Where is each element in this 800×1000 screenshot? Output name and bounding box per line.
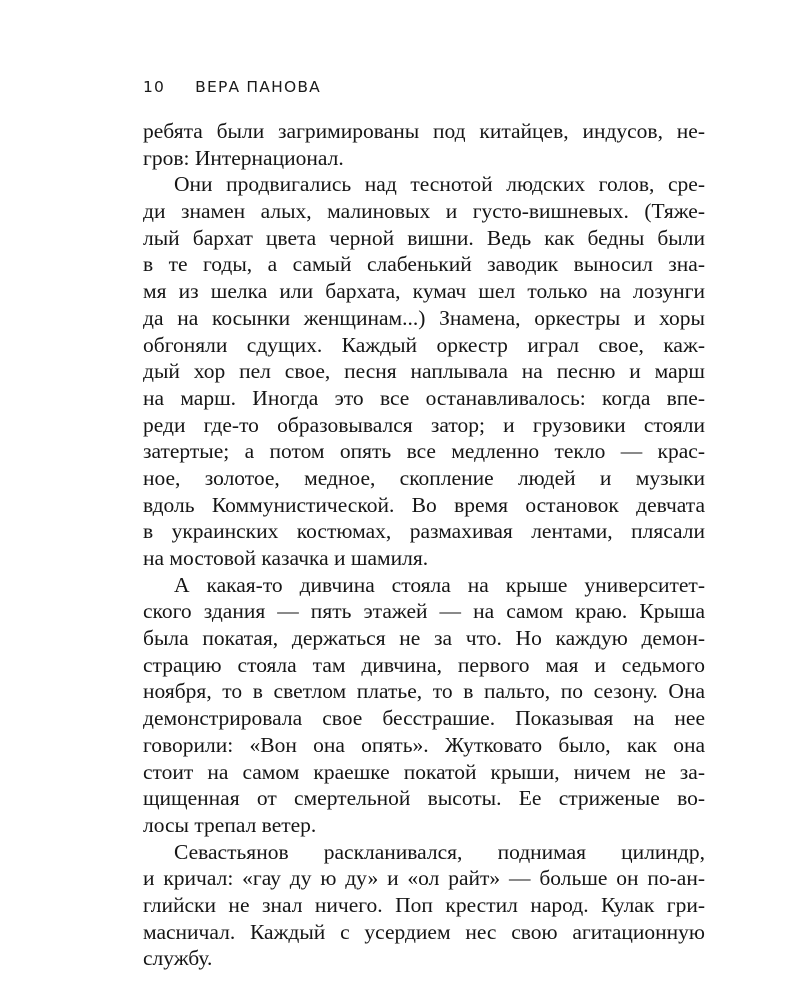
text-line: мя из шелка или бархата, кумач шел только на лозунги bbox=[143, 279, 705, 304]
text-line: гров: Интернационал. bbox=[143, 145, 344, 170]
text-line: страцию стояла там дивчина, первого мая и седьмого bbox=[143, 652, 705, 677]
running-header bbox=[143, 76, 321, 98]
text-line: Севастьянов раскланивался, поднимая цилиндр, bbox=[174, 839, 705, 864]
text-line: реди где-то образовывался затор; и грузовики стояли bbox=[143, 412, 705, 437]
text-line: ди знамен алых, малиновых и густо-вишневых. (Тяже- bbox=[143, 199, 705, 224]
text-line: демонстрировала свое бесстрашие. Показывая на нее bbox=[143, 706, 705, 731]
text-line: глийски не знал ничего. Поп крестил народ. Кулак гри- bbox=[143, 892, 705, 917]
paragraph bbox=[143, 572, 705, 839]
text-line: в те годы, а самый слабенький заводик выносил зна- bbox=[143, 252, 705, 277]
text-line: службу. bbox=[143, 946, 213, 971]
text-line: дый хор пел свое, песня наплывала на песню и марш bbox=[143, 359, 705, 384]
text-line: затертые; а потом опять все медленно текло — крас- bbox=[143, 439, 705, 464]
page-number: 10 bbox=[143, 78, 166, 96]
paragraph bbox=[143, 118, 705, 171]
text-line: А какая-то дивчина стояла на крыше университет- bbox=[174, 572, 705, 597]
running-title: ВЕРА ПАНОВА bbox=[195, 78, 321, 96]
text-line: вдоль Коммунистической. Во время остановок девчата bbox=[143, 492, 705, 517]
text-line: стоит на самом краешке покатой крыши, ничем не за- bbox=[143, 759, 705, 784]
text-line: была покатая, держаться не за что. Но каждую демон- bbox=[143, 626, 705, 651]
text-line: щищенная от смертельной высоты. Ее стриженые во- bbox=[143, 786, 705, 811]
body-text bbox=[143, 118, 705, 972]
text-line: да на косынки женщинам...) Знамена, оркестры и хоры bbox=[143, 305, 705, 330]
text-line: говорили: «Вон она опять». Жутковато было, как она bbox=[143, 732, 705, 757]
text-line: на марш. Иногда это все останавливалось: когда впе- bbox=[143, 385, 705, 410]
text-line: и кричал: «гау ду ю ду» и «ол райт» — больше он по-ан- bbox=[143, 866, 705, 891]
paragraph bbox=[143, 171, 705, 571]
text-line: лосы трепал ветер. bbox=[143, 812, 317, 837]
text-line: обгоняли сдущих. Каждый оркестр играл свое, каж- bbox=[143, 332, 705, 357]
text-line: ное, золотое, медное, скопление людей и музыки bbox=[143, 465, 705, 490]
text-line: Они продвигались над теснотой людских голов, сре- bbox=[174, 172, 705, 197]
text-line: ского здания — пять этажей — на самом краю. Крыша bbox=[143, 599, 705, 624]
paragraph bbox=[143, 839, 705, 972]
text-line: масничал. Каждый с усердием нес свою агитационную bbox=[143, 919, 705, 944]
text-line: ребята были загримированы под китайцев, индусов, не- bbox=[143, 119, 705, 143]
text-line: лый бархат цвета черной вишни. Ведь как бедны были bbox=[143, 225, 705, 250]
text-line: в украинских костюмах, размахивая лентами, плясали bbox=[143, 519, 705, 544]
text-line: на мостовой казачка и шамиля. bbox=[143, 546, 429, 570]
text-line: ноября, то в светлом платье, то в пальто, по сезону. Она bbox=[143, 679, 705, 704]
